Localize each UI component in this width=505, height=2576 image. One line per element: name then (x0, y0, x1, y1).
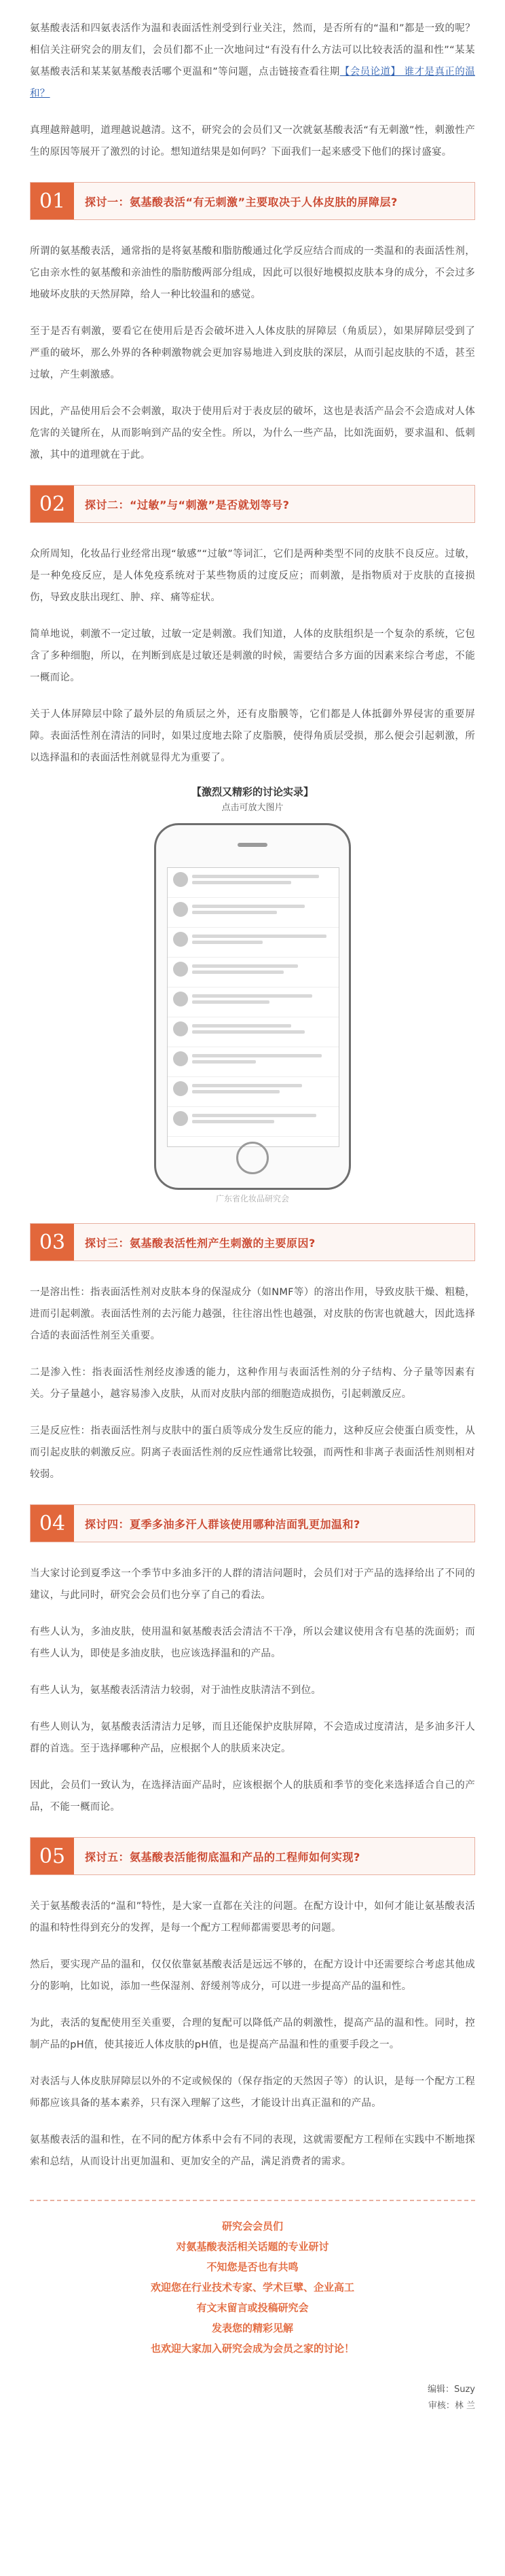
section-paragraph: 对表活与人体皮肤屏障层以外的不定或候保的（保存指定的天然因子等）的认识，是每一个配方工程师都应该具备的基本素养，只有深入理解了这些，才能设计出真正温和的产品。 (30, 2076, 475, 2109)
section-paragraph: 一是溶出性：指表面活性剂对皮肤本身的保湿成分（如NMF等）的溶出作用，导致皮肤干燥、粗糙，进而引起刺激。表面活性剂的去污能力越强，往往溶出性也越强，对皮肤的伤害也就越大，因此选择合适的表面活性剂至关重要。 (30, 1287, 475, 1341)
avatar (173, 1051, 188, 1066)
chat-message (168, 928, 339, 958)
section-paragraph: 关于氨基酸表活的“温和”特性，是大家一直都在关注的问题。在配方设计中，如何才能让氨基酸表活的温和特性得到充分的发挥，是每一个配方工程师都需要思考的问题。 (30, 1901, 475, 1934)
section-header-01 (30, 182, 475, 220)
article-link[interactable]: 【会员论道】 谁才是真正的温和？ (30, 67, 475, 99)
closing-message (30, 2200, 475, 2359)
avatar (173, 902, 188, 917)
phone-mockup (154, 823, 351, 1190)
section-number: 02 (31, 486, 74, 522)
section-paragraph: 为此，表活的复配使用至关重要，合理的复配可以降低产品的刺激性，提高产品的温和性。同时，控制产品的pH值，使其接近人体皮肤的pH值，也是提高产品温和性的重要手段之一。 (30, 2018, 475, 2050)
chat-message (168, 1107, 339, 1137)
closing-line: 欢迎您在行业技术专家、学术巨擘、企业高工 (150, 2281, 354, 2293)
section-paragraph: 氨基酸表活的温和性，在不同的配方体系中会有不同的表现，这就需要配方工程师在实践中不断地探索和总结，从而设计出更加温和、更加安全的产品，满足消费者的需求。 (30, 2135, 475, 2167)
screenshot-caption: 【激烈又精彩的讨论实录】 (191, 786, 314, 798)
chat-message (168, 1017, 339, 1047)
editor-credit: 编辑：Suzy (427, 2384, 475, 2395)
chat-screenshot (167, 867, 339, 1147)
section-title: 探讨二：“过敏”与“刺激”是否就划等号? (85, 498, 290, 511)
avatar (173, 992, 188, 1006)
avatar (173, 932, 188, 947)
avatar (173, 1111, 188, 1126)
phone-speaker (238, 843, 267, 847)
section-header-02 (30, 485, 475, 523)
chat-message (168, 1077, 339, 1107)
chat-message (168, 987, 339, 1017)
credits (30, 2382, 475, 2414)
avatar (173, 1081, 188, 1096)
closing-line: 研究会会员们 (221, 2220, 283, 2232)
section-paragraph: 简单地说，刺激不一定过敏，过敏一定是刺激。我们知道，人体的皮肤组织是一个复杂的系统，它包含了多种细胞，所以，在判断到底是过敏还是刺激的时候，需要结合多方面的因素来综合考虑，不能一概而论。 (30, 629, 475, 683)
phone-home-button (236, 1142, 269, 1174)
section-title: 探讨五：氨基酸表活能彻底温和产品的工程师如何实现? (85, 1850, 360, 1864)
section-paragraph: 三是反应性：指表面活性剂与皮肤中的蛋白质等成分发生反应的能力，这种反应会使蛋白质变性，从而引起皮肤的刺激反应。阴离子表面活性剂的反应性通常比较强，而两性和非离子表面活性剂则相对较弱。 (30, 1426, 475, 1480)
closing-line: 也欢迎大家加入研究会成为会员之家的讨论！ (150, 2342, 354, 2355)
section-header-05 (30, 1837, 475, 1875)
closing-line: 对氨基酸表活相关话题的专业研讨 (176, 2241, 329, 2253)
section-number: 05 (31, 1838, 74, 1874)
section-paragraph: 所谓的氨基酸表活，通常指的是将氨基酸和脂肪酸通过化学反应结合而成的一类温和的表面活性剂，它由亲水性的氨基酸和亲油性的脂肪酸两部分组成，因此可以很好地模拟皮肤本身的成分，不会过多地破坏皮肤的天然屏障，给人一种比较温和的感觉。 (30, 246, 475, 300)
closing-line: 有文末留言或投稿研究会 (196, 2302, 309, 2314)
intro-paragraph-1: 氨基酸表活和四氨表活作为温和表面活性剂受到行业关注，然而，是否所有的“温和”都是一致的呢？相信关注研究会的朋友们，会员们都不止一次地问过“有没有什么方法可以比较表活的温和性”“某某氨基酸表活和某某氨基酸表活哪个更温和”等问题，点击链接查看往期【会员论道】 谁才是真正的温和？ (30, 23, 475, 99)
chat-message (168, 898, 339, 928)
section-paragraph: 有些人认为，多油皮肤，使用温和氨基酸表活会清洁不干净，所以会建议使用含有皂基的洗面奶；而有些人认为，即使是多油皮肤，也应该选择温和的产品。 (30, 1627, 475, 1659)
avatar (173, 962, 188, 977)
section-paragraph: 关于人体屏障层中除了最外层的角质层之外，还有皮脂膜等，它们都是人体抵御外界侵害的重要屏障。表面活性剂在清洁的同时，如果过度地去除了皮脂膜，使得角质层受损，那么便会引起刺激，所以选择温和的表面活性剂就显得尤为重要了。 (30, 709, 475, 763)
section-title: 探讨一：氨基酸表活“有无刺激”主要取决于人体皮肤的屏障层? (85, 195, 398, 208)
section-paragraph: 因此，会员们一致认为，在选择洁面产品时，应该根据个人的肤质和季节的变化来选择适合自己的产品，不能一概而论。 (30, 1780, 475, 1813)
discussion-screenshot[interactable] (30, 784, 475, 1204)
section-number: 04 (31, 1505, 74, 1542)
section-paragraph: 二是渗入性：指表面活性剂经皮渗透的能力，这种作用与表面活性剂的分子结构、分子量等因素有关。分子量越小，越容易渗入皮肤，从而对皮肤内部的细胞造成损伤，引起刺激反应。 (30, 1367, 475, 1400)
avatar (173, 1021, 188, 1036)
chat-message (168, 868, 339, 898)
intro-paragraph-2: 真理越辩越明，道理越说越清。这不，研究会的会员们又一次就氨基酸表活“有无刺激”性，刺激性产生的原因等展开了激烈的讨论。想知道结果是如何吗？下面我们一起来感受下他们的探讨盛宴。 (30, 125, 475, 158)
screenshot-subcaption: 点击可放大图片 (221, 803, 284, 813)
section-paragraph: 有些人认为，氨基酸表活清洁力较弱，对于油性皮肤清洁不到位。 (30, 1685, 322, 1696)
section-paragraph: 有些人则认为，氨基酸表活清洁力足够，而且还能保护皮肤屏障，不会造成过度清洁，是多油多汗人群的首选。至于选择哪种产品，应根据个人的肤质来决定。 (30, 1722, 475, 1754)
section-number: 03 (31, 1224, 74, 1260)
reviewer-credit: 审核：林 兰 (428, 2401, 475, 2411)
section-paragraph: 因此，产品使用后会不会刺激，取决于使用后对于表皮层的破坏，这也是表活产品会不会造成对人体危害的关键所在，从而影响到产品的安全性。所以，为什么一些产品，比如洗面奶，要求温和、低刺激，其中的道理就在于此。 (30, 406, 475, 460)
section-title: 探讨三：氨基酸表活性剂产生刺激的主要原因? (85, 1236, 316, 1250)
section-paragraph: 然后，要实现产品的温和，仅仅依靠氨基酸表活是远远不够的，在配方设计中还需要综合考虑其他成分的影响，比如说，添加一些保湿剂、舒缓剂等成分，可以进一步提高产品的温和性。 (30, 1959, 475, 1992)
closing-line: 不知您是否也有共鸣 (206, 2261, 299, 2273)
section-paragraph: 众所周知，化妆品行业经常出现“敏感”“过敏”等词汇，它们是两种类型不同的皮肤不良反应。过敏，是一种免疫反应，是人体免疫系统对于某些物质的过度反应；而刺激，是指物质对于皮肤的直接损伤，导致皮肤出现红、肿、痒、痛等症状。 (30, 549, 475, 603)
watermark: 广东省化妆品研究会 (215, 1194, 289, 1203)
chat-message (168, 958, 339, 987)
section-header-03 (30, 1223, 475, 1261)
avatar (173, 872, 188, 887)
closing-line: 发表您的精彩见解 (211, 2322, 293, 2334)
section-title: 探讨四：夏季多油多汗人群该使用哪种洁面乳更加温和? (85, 1517, 360, 1531)
section-header-04 (30, 1504, 475, 1542)
section-paragraph: 当大家讨论到夏季这一个季节中多油多汗的人群的清洁问题时，会员们对于产品的选择给出了不同的建议，与此同时，研究会会员们也分享了自己的看法。 (30, 1568, 475, 1601)
section-number: 01 (31, 183, 74, 219)
section-paragraph: 至于是否有刺激，要看它在使用后是否会破坏进入人体皮肤的屏障层（角质层），如果屏障层受到了严重的破坏，那么外界的各种刺激物就会更加容易地进入到皮肤的深层，从而引起皮肤的不适，甚至过敏，产生刺激感。 (30, 326, 475, 380)
chat-message (168, 1047, 339, 1077)
